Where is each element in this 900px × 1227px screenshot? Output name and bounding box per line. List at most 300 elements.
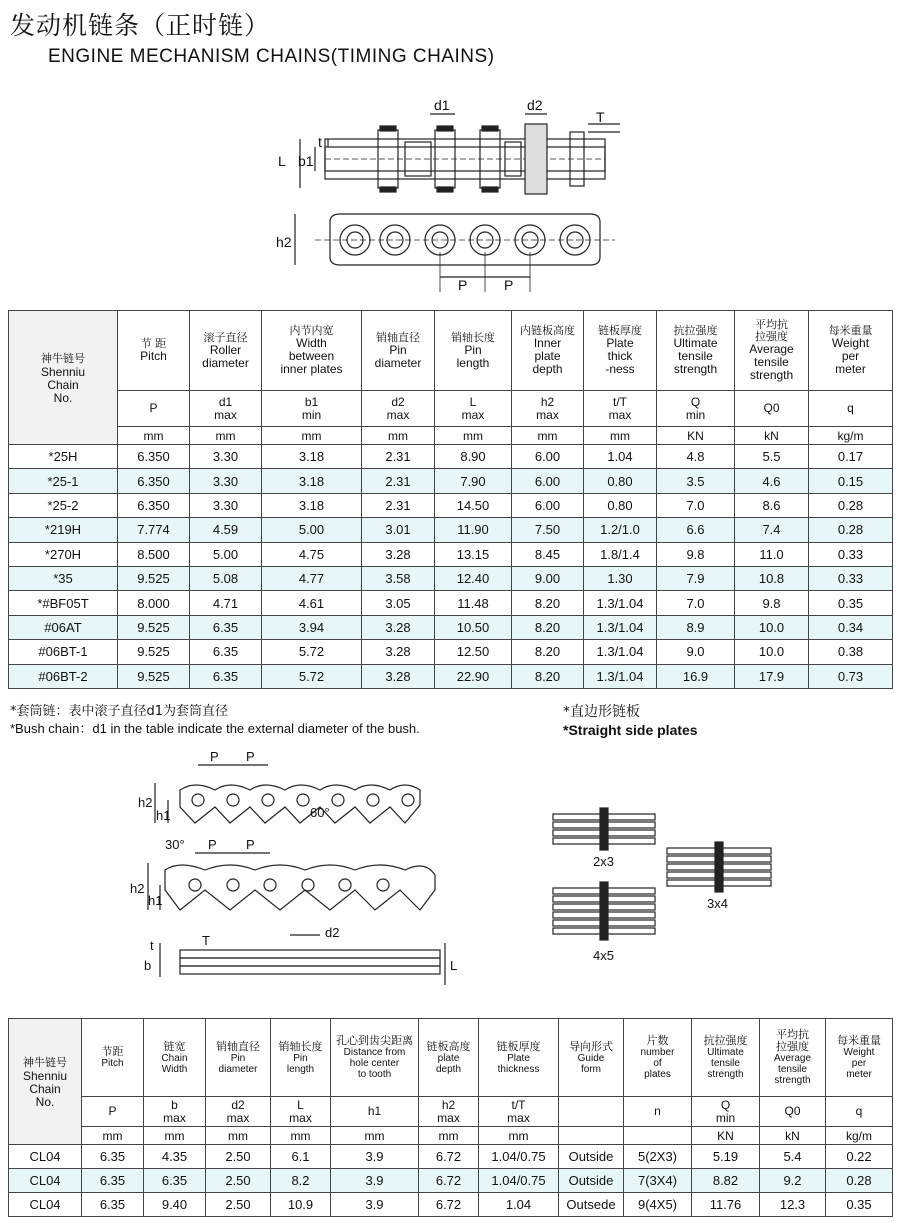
mid-label-p4: P bbox=[246, 837, 255, 852]
table-cell: 6.350 bbox=[118, 445, 190, 469]
symbol-cell: h1 bbox=[331, 1097, 419, 1127]
bush-chain-note bbox=[10, 703, 420, 737]
column-header-en: number of plates bbox=[640, 1047, 675, 1080]
symbol-cell: L max bbox=[435, 391, 512, 427]
unit-cell: mm bbox=[479, 1127, 559, 1145]
column-header-cn: 销轴长度 bbox=[278, 1039, 323, 1053]
unit-cell bbox=[624, 1127, 692, 1145]
mid-label-h1-upper: h1 bbox=[156, 808, 171, 823]
table-cell: 6.35 bbox=[82, 1145, 144, 1169]
table-cell: 6.00 bbox=[512, 493, 584, 517]
column-header-cn: 孔心到齿尖距离 bbox=[336, 1034, 413, 1047]
column-header-en: Weight per meter bbox=[831, 336, 870, 376]
dim-label-p2: P bbox=[504, 277, 514, 293]
dim-label-p1: P bbox=[458, 277, 468, 293]
table-cell: 6.35 bbox=[190, 640, 262, 664]
table-cell: 2.31 bbox=[362, 469, 435, 493]
table-cell: *#BF05T bbox=[9, 591, 118, 615]
symbol-cell: d2 max bbox=[362, 391, 435, 427]
table-cell: #06AT bbox=[9, 615, 118, 639]
column-header-en: plate depth bbox=[435, 1052, 462, 1075]
column-header bbox=[584, 311, 657, 391]
table-cell: 10.8 bbox=[735, 566, 809, 590]
bush-chain-note-cn: *套筒链：表中滚子直径d1为套筒直径 bbox=[10, 704, 229, 719]
unit-cell: mm bbox=[584, 427, 657, 445]
table-cell: 0.35 bbox=[826, 1193, 893, 1217]
table-cell: 5.72 bbox=[262, 640, 362, 664]
table-cell: 5.00 bbox=[262, 518, 362, 542]
table-cell: 9.2 bbox=[760, 1169, 826, 1193]
table-cell: 10.9 bbox=[271, 1193, 331, 1217]
table-cell: 8.6 bbox=[735, 493, 809, 517]
unit-cell: mm bbox=[331, 1127, 419, 1145]
table-cell: 3.58 bbox=[362, 566, 435, 590]
bush-chain-note-en: *Bush chain：d1 in the table indicate the external diameter of the bush. bbox=[10, 721, 420, 736]
table-cell: 3.9 bbox=[331, 1169, 419, 1193]
symbol-cell: n bbox=[624, 1097, 692, 1127]
mid-label-p1: P bbox=[210, 749, 219, 764]
table-cell: 6.35 bbox=[190, 615, 262, 639]
table-cell: 3.18 bbox=[262, 493, 362, 517]
straight-plates-note-en: *Straight side plates bbox=[563, 722, 698, 738]
mid-label-t: t bbox=[150, 938, 154, 953]
table-cell: 9.40 bbox=[144, 1193, 206, 1217]
column-header-cn: 滚子直径 bbox=[203, 330, 248, 344]
dim-label-d2: d2 bbox=[527, 97, 543, 113]
table-cell: 3.9 bbox=[331, 1145, 419, 1169]
table-cell: 7.4 bbox=[735, 518, 809, 542]
table-cell: 8.45 bbox=[512, 542, 584, 566]
table-cell: 8.20 bbox=[512, 591, 584, 615]
table-cell: 1.3/1.04 bbox=[584, 664, 657, 688]
table-cell: 3.01 bbox=[362, 518, 435, 542]
chain-no-header-en: Shenniu Chain No. bbox=[40, 364, 86, 405]
table-cell: 0.17 bbox=[809, 445, 893, 469]
stack-label-3x4: 3x4 bbox=[707, 896, 728, 911]
symbol-cell: h2 max bbox=[419, 1097, 479, 1127]
roller-chain-diagram bbox=[270, 92, 640, 302]
table-cell: 7(3X4) bbox=[624, 1169, 692, 1193]
table-cell: 3.18 bbox=[262, 445, 362, 469]
table-cell: 0.80 bbox=[584, 469, 657, 493]
table-cell: 1.04 bbox=[584, 445, 657, 469]
column-header bbox=[144, 1019, 206, 1097]
table-cell: 7.90 bbox=[435, 469, 512, 493]
table-cell: 5.00 bbox=[190, 542, 262, 566]
table-cell: 8.500 bbox=[118, 542, 190, 566]
table-cell: 1.04/0.75 bbox=[479, 1169, 559, 1193]
symbol-cell: b1 min bbox=[262, 391, 362, 427]
column-header-cn: 片数 bbox=[646, 1034, 669, 1047]
table-cell: 9.525 bbox=[118, 640, 190, 664]
column-header-en: Pin length bbox=[456, 342, 490, 370]
symbol-cell: Q0 bbox=[760, 1097, 826, 1127]
table-cell: 2.50 bbox=[206, 1193, 271, 1217]
unit-cell: kg/m bbox=[809, 427, 893, 445]
unit-cell: mm bbox=[271, 1127, 331, 1145]
column-header bbox=[82, 1019, 144, 1097]
column-header bbox=[657, 311, 735, 391]
table-cell: 0.35 bbox=[809, 591, 893, 615]
unit-cell: mm bbox=[206, 1127, 271, 1145]
unit-cell: mm bbox=[190, 427, 262, 445]
table-cell: 8.82 bbox=[692, 1169, 760, 1193]
table-cell: *219H bbox=[9, 518, 118, 542]
table-cell: CL04 bbox=[9, 1145, 82, 1169]
table-cell: 4.71 bbox=[190, 591, 262, 615]
table-cell: 0.33 bbox=[809, 566, 893, 590]
table-cell: 4.6 bbox=[735, 469, 809, 493]
column-header-en: Plate thickness bbox=[497, 1052, 540, 1075]
column-header bbox=[735, 311, 809, 391]
table-cell: 3.5 bbox=[657, 469, 735, 493]
table-row bbox=[9, 469, 893, 493]
table-cell: 12.40 bbox=[435, 566, 512, 590]
dim-label-T: T bbox=[596, 109, 605, 125]
column-header-cn: 平均抗 拉强度 bbox=[755, 318, 788, 343]
symbol-cell: h2 max bbox=[512, 391, 584, 427]
column-header-en: Pitch bbox=[101, 1058, 124, 1069]
column-header bbox=[809, 311, 893, 391]
unit-cell: KN bbox=[657, 427, 735, 445]
symbol-cell: L max bbox=[271, 1097, 331, 1127]
table-cell: 2.31 bbox=[362, 493, 435, 517]
column-header-en: Weight per meter bbox=[843, 1047, 875, 1080]
unit-cell: kN bbox=[735, 427, 809, 445]
unit-cell: kN bbox=[760, 1127, 826, 1145]
table-cell: 1.3/1.04 bbox=[584, 591, 657, 615]
mid-label-30deg: 30° bbox=[165, 837, 185, 852]
column-header bbox=[118, 311, 190, 391]
unit-cell bbox=[559, 1127, 624, 1145]
table-cell: 9.8 bbox=[735, 591, 809, 615]
table-cell: 10.0 bbox=[735, 615, 809, 639]
mid-label-L: L bbox=[450, 958, 458, 973]
table-cell: 6.350 bbox=[118, 469, 190, 493]
column-header-en: Average tensile strength bbox=[749, 342, 794, 382]
unit-cell: KN bbox=[692, 1127, 760, 1145]
table-cell: 6.35 bbox=[82, 1169, 144, 1193]
table-row bbox=[9, 615, 893, 639]
table-cell: 5(2X3) bbox=[624, 1145, 692, 1169]
roller-chain-spec-table bbox=[8, 310, 893, 689]
column-header bbox=[435, 311, 512, 391]
table-cell: 11.48 bbox=[435, 591, 512, 615]
table-row bbox=[9, 664, 893, 688]
column-header bbox=[271, 1019, 331, 1097]
table-cell: Outside bbox=[559, 1169, 624, 1193]
table-cell: *25-1 bbox=[9, 469, 118, 493]
table-cell: 3.28 bbox=[362, 615, 435, 639]
dim-label-t: t bbox=[318, 134, 322, 150]
table-cell: 4.8 bbox=[657, 445, 735, 469]
table-cell: 6.35 bbox=[82, 1193, 144, 1217]
symbol-cell: d2 max bbox=[206, 1097, 271, 1127]
table-cell: 14.50 bbox=[435, 493, 512, 517]
table-cell: 6.00 bbox=[512, 469, 584, 493]
silent-chain-spec-table bbox=[8, 1018, 893, 1217]
table-cell: 9.525 bbox=[118, 664, 190, 688]
table-cell: 6.35 bbox=[144, 1169, 206, 1193]
column-header bbox=[362, 311, 435, 391]
table-cell: 9.525 bbox=[118, 615, 190, 639]
column-header-cn: 抗拉强度 bbox=[703, 1034, 748, 1047]
table-cell: 3.9 bbox=[331, 1193, 419, 1217]
table-cell: 8.20 bbox=[512, 640, 584, 664]
table-cell: 3.28 bbox=[362, 542, 435, 566]
column-header bbox=[826, 1019, 893, 1097]
table-cell: 6.72 bbox=[419, 1145, 479, 1169]
column-header-en: Pin diameter bbox=[374, 342, 422, 370]
column-header-en: Distance from hole center to tooth bbox=[343, 1047, 406, 1080]
table-cell: 4.61 bbox=[262, 591, 362, 615]
unit-cell: mm bbox=[435, 427, 512, 445]
column-header-en: Width between inner plates bbox=[280, 336, 343, 376]
table-cell: 9.0 bbox=[657, 640, 735, 664]
column-header-cn: 销轴长度 bbox=[451, 330, 495, 344]
table-cell: CL04 bbox=[9, 1169, 82, 1193]
table-cell: 6.72 bbox=[419, 1169, 479, 1193]
table-cell: 17.9 bbox=[735, 664, 809, 688]
column-header-en: Inner plate depth bbox=[532, 336, 563, 376]
table-cell: 13.15 bbox=[435, 542, 512, 566]
table-cell: 7.9 bbox=[657, 566, 735, 590]
table-cell: 3.18 bbox=[262, 469, 362, 493]
column-header bbox=[331, 1019, 419, 1097]
table-cell: 2.50 bbox=[206, 1169, 271, 1193]
chain-no-header bbox=[9, 1019, 82, 1145]
table-cell: 1.2/1.0 bbox=[584, 518, 657, 542]
plate-stack-diagram bbox=[545, 800, 785, 970]
mid-label-60deg: 60° bbox=[310, 805, 330, 820]
column-header-cn: 链板高度 bbox=[426, 1039, 471, 1053]
mid-label-T: T bbox=[202, 933, 210, 948]
column-header bbox=[559, 1019, 624, 1097]
table-cell: #06BT-2 bbox=[9, 664, 118, 688]
column-header-cn: 节 距 bbox=[140, 337, 167, 350]
column-header-en: Roller diameter bbox=[202, 342, 249, 370]
column-header-cn: 内节内宽 bbox=[289, 324, 334, 337]
column-header-cn: 导向形式 bbox=[569, 1039, 613, 1053]
column-header-cn: 节距 bbox=[101, 1045, 124, 1058]
table-cell: 4.35 bbox=[144, 1145, 206, 1169]
table-row bbox=[9, 1169, 893, 1193]
symbol-cell: t/T max bbox=[479, 1097, 559, 1127]
table-cell: 3.28 bbox=[362, 640, 435, 664]
page-title-en: ENGINE MECHANISM CHAINS(TIMING CHAINS) bbox=[48, 46, 495, 67]
column-header-cn: 链板厚度 bbox=[598, 324, 642, 337]
table-cell: 8.2 bbox=[271, 1169, 331, 1193]
stack-label-4x5: 4x5 bbox=[593, 948, 614, 963]
table-cell: 0.28 bbox=[809, 493, 893, 517]
table-cell: 1.04/0.75 bbox=[479, 1145, 559, 1169]
unit-cell: mm bbox=[118, 427, 190, 445]
dim-label-d1: d1 bbox=[434, 97, 450, 113]
table-cell: 1.04 bbox=[479, 1193, 559, 1217]
table-cell: 8.9 bbox=[657, 615, 735, 639]
table-cell: 0.38 bbox=[809, 640, 893, 664]
table-cell: *25H bbox=[9, 445, 118, 469]
table-cell: 3.05 bbox=[362, 591, 435, 615]
table-row bbox=[9, 566, 893, 590]
column-header-en: Ultimate tensile strength bbox=[707, 1047, 744, 1080]
unit-cell: kg/m bbox=[826, 1127, 893, 1145]
table-cell: 9.525 bbox=[118, 566, 190, 590]
table-cell: 0.28 bbox=[826, 1169, 893, 1193]
table-cell: 11.90 bbox=[435, 518, 512, 542]
mid-label-p3: P bbox=[208, 837, 217, 852]
mid-label-h1-lower: h1 bbox=[148, 893, 163, 908]
symbol-cell: q bbox=[826, 1097, 893, 1127]
table-cell: 5.19 bbox=[692, 1145, 760, 1169]
table-row bbox=[9, 493, 893, 517]
table-row bbox=[9, 518, 893, 542]
table-row bbox=[9, 542, 893, 566]
table-cell: 9(4X5) bbox=[624, 1193, 692, 1217]
column-header bbox=[512, 311, 584, 391]
table-cell: 8.90 bbox=[435, 445, 512, 469]
unit-cell: mm bbox=[419, 1127, 479, 1145]
dim-label-b1: b1 bbox=[298, 153, 314, 169]
unit-cell: mm bbox=[512, 427, 584, 445]
table-cell: 1.3/1.04 bbox=[584, 640, 657, 664]
table-cell: 6.00 bbox=[512, 445, 584, 469]
column-header-cn: 链板厚度 bbox=[496, 1039, 541, 1053]
column-header bbox=[624, 1019, 692, 1097]
table-cell: 4.77 bbox=[262, 566, 362, 590]
symbol-cell: Q0 bbox=[735, 391, 809, 427]
unit-cell: mm bbox=[262, 427, 362, 445]
table-cell: Outsede bbox=[559, 1193, 624, 1217]
mid-label-p2: P bbox=[246, 749, 255, 764]
column-header-cn: 链宽 bbox=[163, 1039, 186, 1053]
table-cell: 0.15 bbox=[809, 469, 893, 493]
column-header-cn: 销轴直径 bbox=[216, 1039, 260, 1053]
table-row bbox=[9, 445, 893, 469]
unit-cell: mm bbox=[144, 1127, 206, 1145]
table-cell: 0.73 bbox=[809, 664, 893, 688]
table-cell: 9.00 bbox=[512, 566, 584, 590]
symbol-cell: d1 max bbox=[190, 391, 262, 427]
table-cell: 8.20 bbox=[512, 664, 584, 688]
table-cell: 0.28 bbox=[809, 518, 893, 542]
table-cell: 6.350 bbox=[118, 493, 190, 517]
table-cell: 7.774 bbox=[118, 518, 190, 542]
column-header-cn: 销轴直径 bbox=[376, 330, 420, 344]
symbol-cell: Q min bbox=[692, 1097, 760, 1127]
table-cell: 1.30 bbox=[584, 566, 657, 590]
column-header-en: Guide form bbox=[577, 1052, 605, 1075]
column-header bbox=[479, 1019, 559, 1097]
table-cell: *25-2 bbox=[9, 493, 118, 517]
column-header-en: Pitch bbox=[140, 349, 167, 363]
silent-chain-diagram bbox=[120, 745, 460, 995]
table-cell: *270H bbox=[9, 542, 118, 566]
symbol-cell: P bbox=[118, 391, 190, 427]
dim-label-h2: h2 bbox=[276, 234, 292, 250]
table-cell: 22.90 bbox=[435, 664, 512, 688]
column-header bbox=[190, 311, 262, 391]
page-title-cn: 发动机链条（正时链） bbox=[10, 11, 271, 40]
column-header bbox=[419, 1019, 479, 1097]
table-cell: 11.76 bbox=[692, 1193, 760, 1217]
column-header bbox=[206, 1019, 271, 1097]
symbol-cell: b max bbox=[144, 1097, 206, 1127]
symbol-cell: q bbox=[809, 391, 893, 427]
column-header-cn: 每米重量 bbox=[828, 324, 873, 337]
table-cell: 0.80 bbox=[584, 493, 657, 517]
symbol-cell: Q min bbox=[657, 391, 735, 427]
straight-plates-note bbox=[563, 703, 698, 739]
column-header bbox=[692, 1019, 760, 1097]
table-cell: 2.31 bbox=[362, 445, 435, 469]
table-cell: 8.000 bbox=[118, 591, 190, 615]
stack-label-2x3: 2x3 bbox=[593, 854, 614, 869]
chain-no-header-cn: 神牛链号 bbox=[41, 351, 85, 365]
chain-no-header-en: Shenniu Chain No. bbox=[22, 1068, 68, 1109]
unit-cell: mm bbox=[362, 427, 435, 445]
column-header-cn: 每米重量 bbox=[837, 1034, 881, 1047]
column-header bbox=[760, 1019, 826, 1097]
table-cell: 0.34 bbox=[809, 615, 893, 639]
table-cell: 1.8/1.4 bbox=[584, 542, 657, 566]
table-cell: 7.0 bbox=[657, 591, 735, 615]
table-cell: 10.50 bbox=[435, 615, 512, 639]
column-header-en: Pin diameter bbox=[218, 1052, 258, 1075]
table-cell: 11.0 bbox=[735, 542, 809, 566]
table-row bbox=[9, 1193, 893, 1217]
symbol-cell: t/T max bbox=[584, 391, 657, 427]
table-cell: 12.50 bbox=[435, 640, 512, 664]
table-cell: 3.30 bbox=[190, 469, 262, 493]
table-row bbox=[9, 1145, 893, 1169]
column-header-cn: 平均抗 拉强度 bbox=[776, 1028, 809, 1053]
table-cell: 1.3/1.04 bbox=[584, 615, 657, 639]
chain-no-header bbox=[9, 311, 118, 445]
symbol-cell: P bbox=[82, 1097, 144, 1127]
table-cell: 8.20 bbox=[512, 615, 584, 639]
dim-label-L: L bbox=[278, 153, 286, 169]
table-cell: CL04 bbox=[9, 1193, 82, 1217]
mid-label-h2-upper: h2 bbox=[138, 795, 153, 810]
unit-cell: mm bbox=[82, 1127, 144, 1145]
table-row bbox=[9, 591, 893, 615]
table-cell: #06BT-1 bbox=[9, 640, 118, 664]
column-header-cn: 内链板高度 bbox=[520, 324, 575, 337]
table-cell: 12.3 bbox=[760, 1193, 826, 1217]
symbol-cell bbox=[559, 1097, 624, 1127]
table-cell: 10.0 bbox=[735, 640, 809, 664]
table-row bbox=[9, 640, 893, 664]
column-header-en: Ultimate tensile strength bbox=[673, 336, 718, 376]
table-cell: 5.08 bbox=[190, 566, 262, 590]
mid-label-d2: d2 bbox=[325, 925, 340, 940]
table-cell: 0.22 bbox=[826, 1145, 893, 1169]
chain-no-header-cn: 神牛链号 bbox=[23, 1055, 67, 1069]
mid-label-h2-lower: h2 bbox=[130, 881, 145, 896]
table-cell: 16.9 bbox=[657, 664, 735, 688]
table-cell: Outside bbox=[559, 1145, 624, 1169]
column-header-en: Chain Width bbox=[161, 1052, 188, 1075]
column-header bbox=[262, 311, 362, 391]
table-cell: *35 bbox=[9, 566, 118, 590]
table-cell: 6.72 bbox=[419, 1193, 479, 1217]
mid-label-b: b bbox=[144, 958, 152, 973]
table-cell: 3.94 bbox=[262, 615, 362, 639]
column-header-en: Pin length bbox=[286, 1052, 315, 1075]
table-cell: 5.5 bbox=[735, 445, 809, 469]
table-cell: 6.6 bbox=[657, 518, 735, 542]
